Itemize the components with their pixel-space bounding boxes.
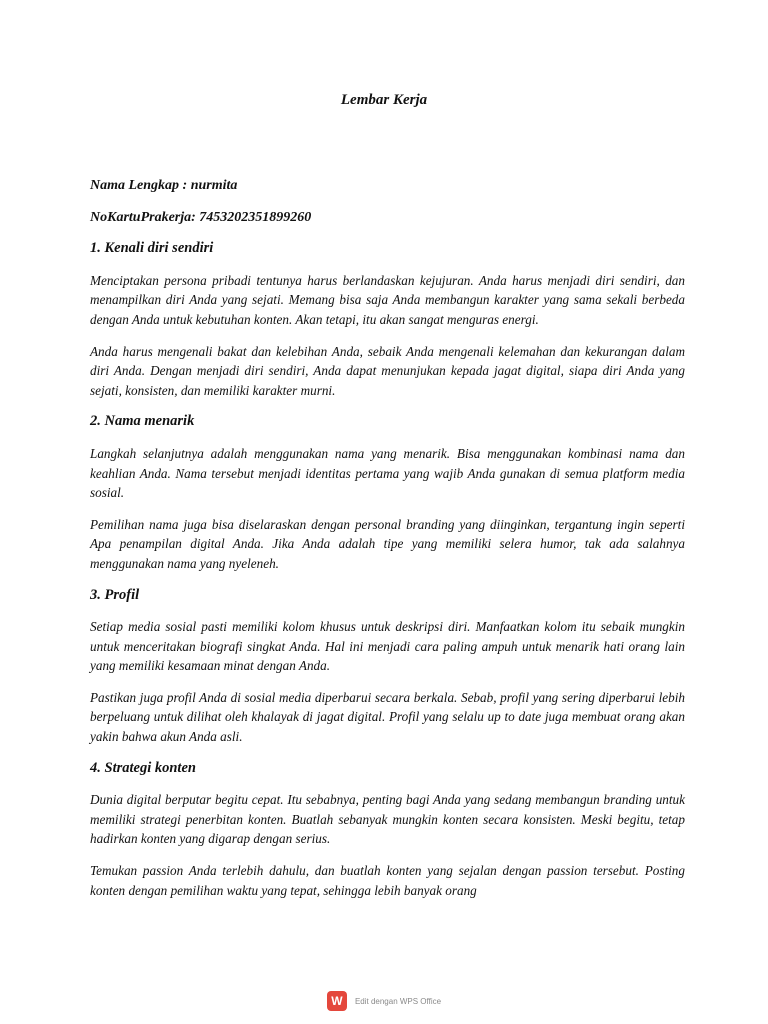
section-kenali-diri: [90, 239, 685, 400]
card-number-field: NoKartuPrakerja: 7453202351899260: [90, 209, 312, 225]
name-field: Nama Lengkap : nurmita: [90, 178, 238, 193]
section-heading: 1. Kenali diri sendiri: [90, 240, 214, 257]
paragraph: Pastikan juga profil Anda di sosial media diperbarui secara berkala. Sebab, profil yang sering diperbarui lebih berpeluang untuk dilihat oleh khalayak di jagat digital. Profil yang selalu up to date juga membuat orang akan yakin bahwa akun Anda asli.: [90, 689, 685, 745]
section-heading: 3. Profil: [90, 586, 140, 603]
paragraph: Anda harus mengenali bakat dan kelebihan Anda, sebaik Anda mengenali kelemahan dan kekurangan dalam diri Anda. Dengan menjadi diri sendiri, Anda dapat menunjukan kepada jagat digital, siapa diri Anda yang sejati, konsisten, dan memiliki karakter murni.: [90, 343, 685, 398]
wps-footer[interactable]: [0, 991, 768, 1011]
paragraph: Dunia digital berputar begitu cepat. Itu sebabnya, penting bagi Anda yang sedang membangun branding untuk memiliki strategi penerbitan konten. Buatlah sebanyak mungkin konten secara konsisten. Meski begitu, tetap hadirkan konten yang digarap dengan serius.: [90, 792, 685, 847]
document-body: [90, 176, 685, 912]
footer-label: Edit dengan WPS Office: [354, 996, 442, 1006]
section-heading: 2. Nama menarik: [90, 413, 195, 430]
paragraph: Temukan passion Anda terlebih dahulu, dan buatlah konten yang sejalan dengan passion tersebut. Posting konten dengan pemilihan waktu yang tepat, sehingga lebih banyak orang: [90, 863, 685, 898]
wps-office-icon: W: [327, 991, 347, 1011]
paragraph: Setiap media sosial pasti memiliki kolom khusus untuk deskripsi diri. Manfaatkan kolom itu sebaik mungkin untuk menceritakan biografi singkat Anda. Hal ini menjadi cara paling ampuh untuk menarik hati orang lain yang memiliki kesamaan minat dengan Anda.: [90, 619, 685, 674]
section-heading: 4. Strategi konten: [90, 759, 196, 776]
paragraph: Menciptakan persona pribadi tentunya harus berlandaskan kejujuran. Anda harus menjadi diri sendiri, dan menampilkan diri Anda yang sejati. Memang bisa saja Anda membangun karakter yang sama sekali berbeda dengan Anda untuk kebutuhan konten. Akan tetapi, itu akan sangat menguras energi.: [90, 272, 685, 327]
paragraph: Pemilihan nama juga bisa diselaraskan dengan personal branding yang diinginkan, tergantung ingin seperti Apa penampilan digital Anda. Jika Anda adalah tipe yang memiliki selera humor, tak ada salahnya menggunakan nama yang nyeleneh.: [90, 516, 685, 571]
section-nama-menarik: [90, 412, 685, 573]
section-strategi-konten: [90, 759, 685, 901]
section-profil: [90, 586, 685, 747]
paragraph: Langkah selanjutnya adalah menggunakan nama yang menarik. Bisa menggunakan kombinasi nama dan keahlian Anda. Nama tersebut menjadi identitas pertama yang wajib Anda gunakan di semua platform media sosial.: [90, 445, 685, 501]
document-title: Lembar Kerja: [340, 92, 428, 108]
